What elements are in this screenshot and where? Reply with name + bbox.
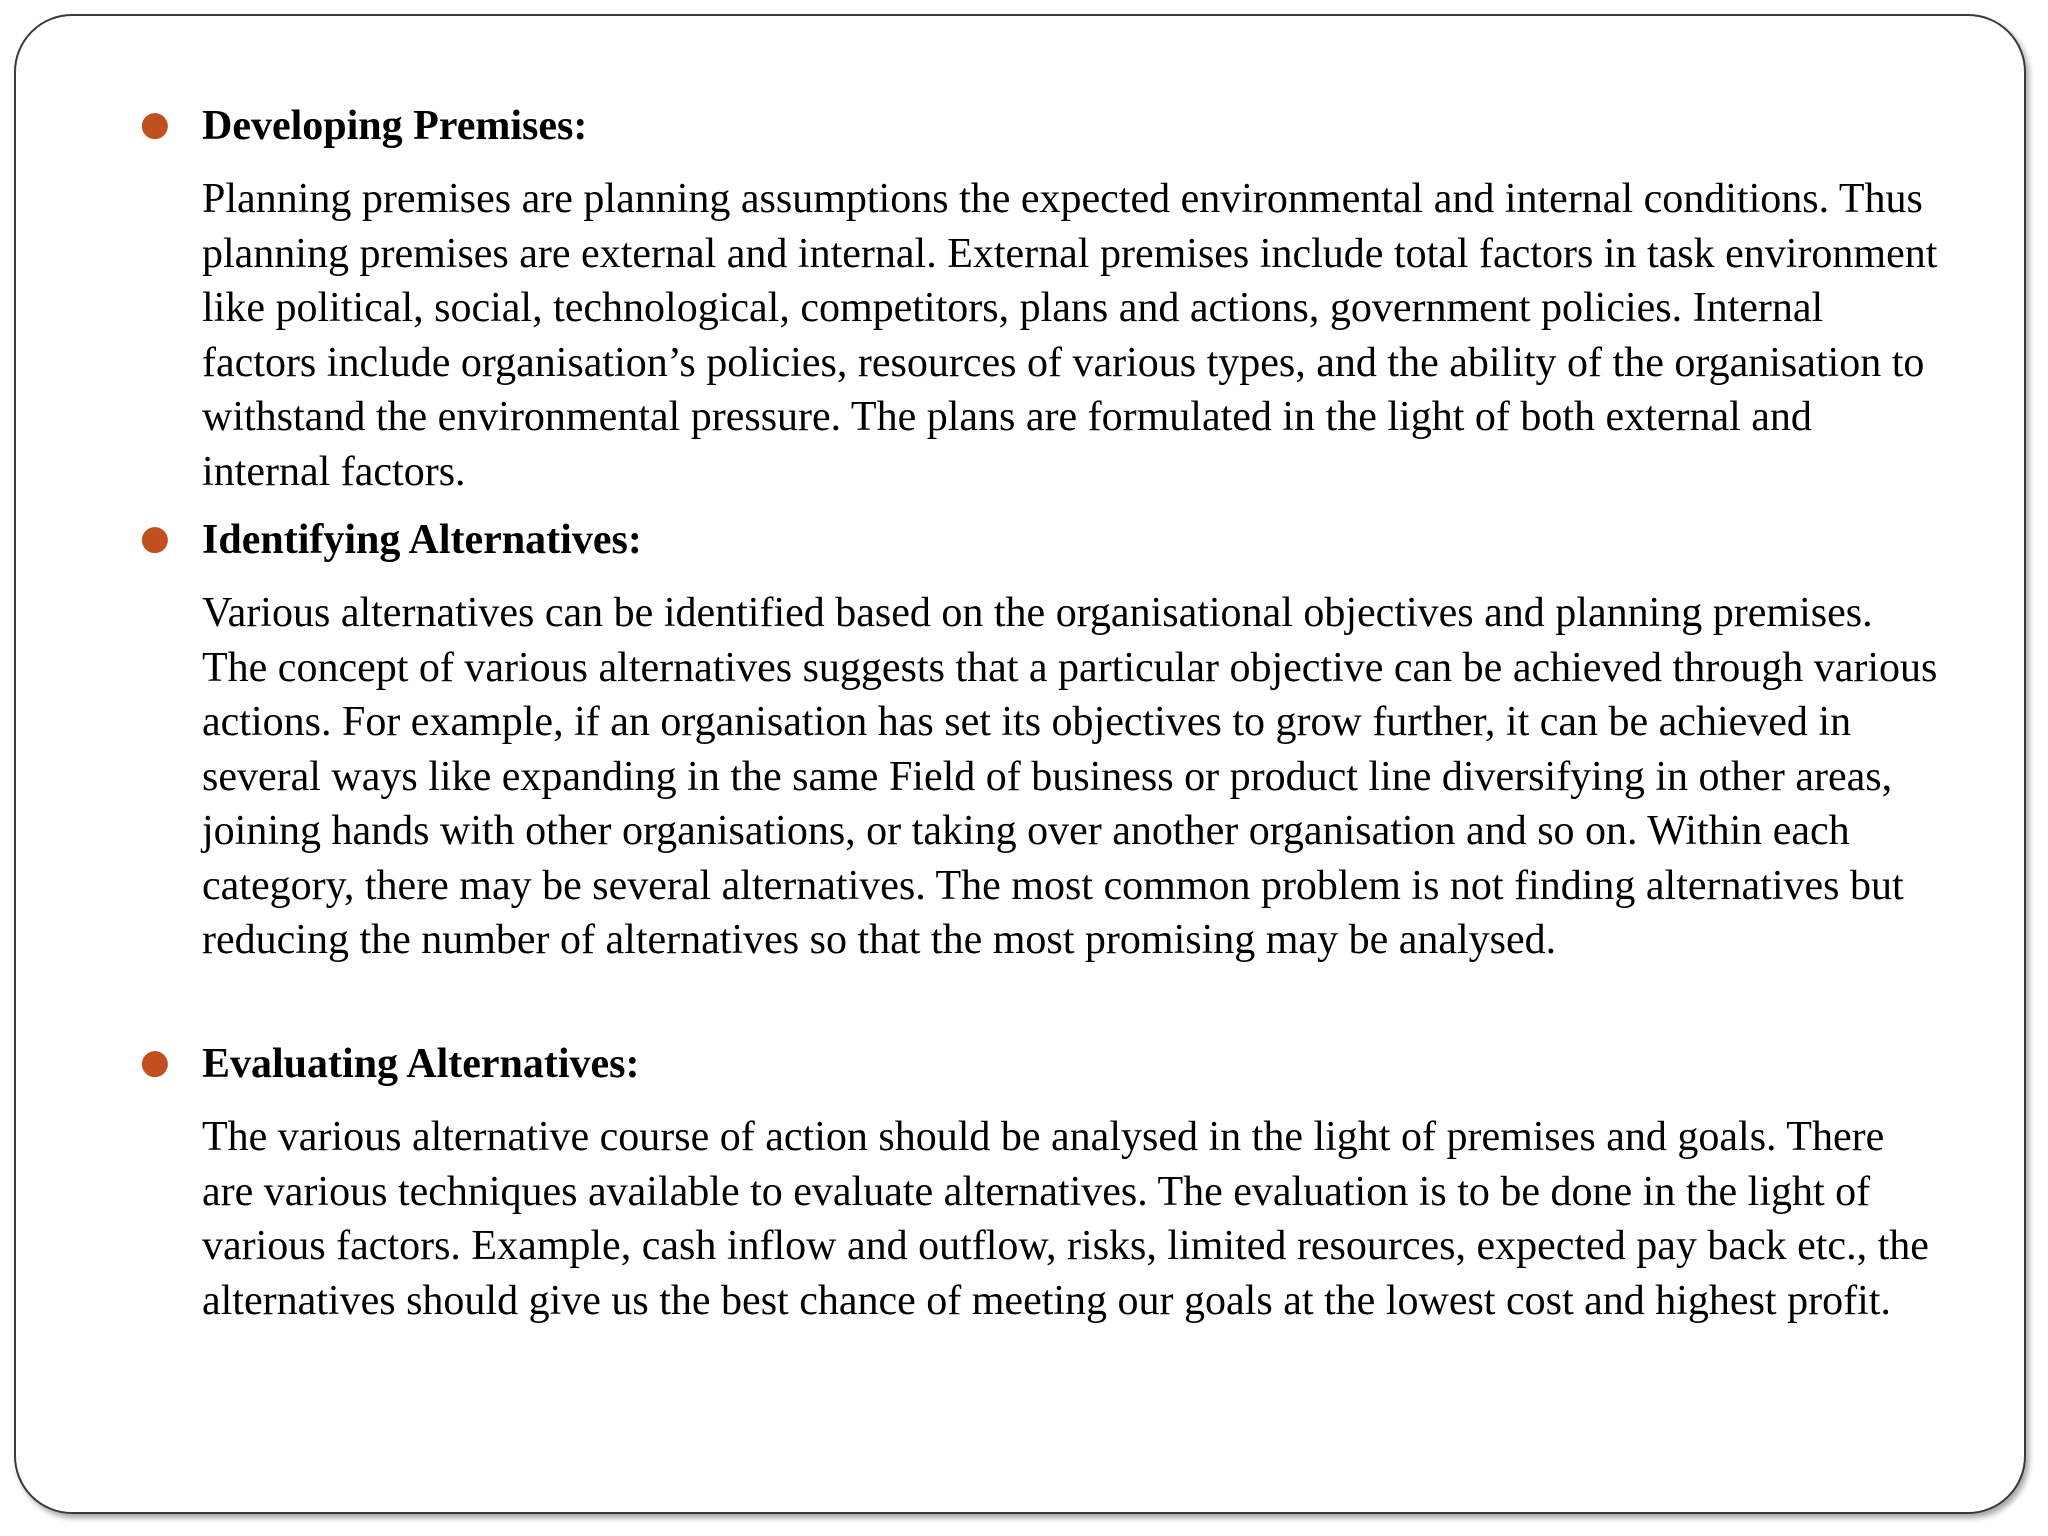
section-evaluating-alternatives bbox=[140, 1036, 1942, 1328]
bullet-icon: ● bbox=[140, 1042, 170, 1082]
bullet-icon: ● bbox=[140, 518, 170, 558]
section-heading: Developing Premises: bbox=[202, 103, 588, 149]
heading-row bbox=[140, 1036, 1942, 1100]
heading-row bbox=[140, 512, 1942, 576]
section-heading: Evaluating Alternatives: bbox=[202, 1041, 640, 1087]
section-heading: Identifying Alternatives: bbox=[202, 517, 642, 563]
heading-row bbox=[140, 98, 1942, 162]
section-body: Various alternatives can be identified based on the organisational objectives and planning premises. The concept of various alternatives suggests that a particular objective can be achieved through various actions. For example, if an organisation has set its objectives to grow further, it can be achieved in several ways like expanding in the same Field of business or product line diversifying in other areas, joining hands with other organisations, or taking over another organisation and so on. Within each category, there may be several alternatives. The most common problem is not finding alternatives but reducing the number of alternatives so that the most promising may be analysed. bbox=[202, 590, 1938, 963]
section-body: Planning premises are planning assumptions the expected environmental and internal conditions. Thus planning premises are external and internal. External premises include total factors in task environment like political, social, technological, competitors, plans and actions, government policies. Internal factors include organisation’s policies, resources of various types, and the ability of the organisation to withstand the environmental pressure. The plans are formulated in the light of both external and internal factors. bbox=[202, 176, 1938, 495]
bullet-icon: ● bbox=[140, 104, 170, 144]
section-identifying-alternatives bbox=[140, 512, 1942, 968]
section-body: The various alternative course of action should be analysed in the light of premises and goals. There are various techniques available to evaluate alternatives. The evaluation is to be done in the light of various factors. Example, cash inflow and outflow, risks, limited resources, expected pay back etc., the alternatives should give us the best chance of meeting our goals at the lowest cost and highest profit. bbox=[202, 1114, 1929, 1324]
section-developing-premises bbox=[140, 98, 1942, 499]
